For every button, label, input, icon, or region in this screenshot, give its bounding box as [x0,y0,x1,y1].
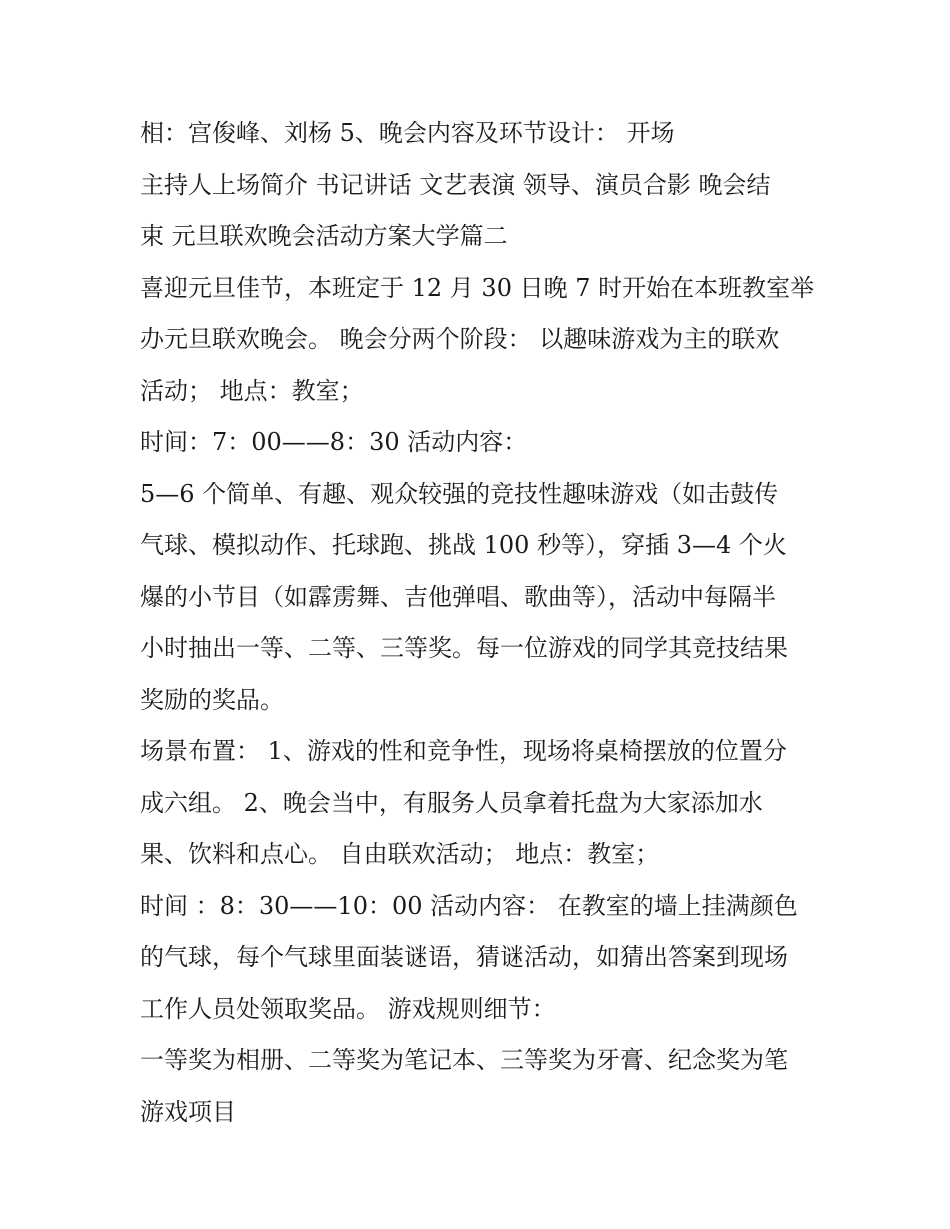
text-line: 5—6 个简单、有趣、观众较强的竞技性趣味游戏（如击鼓传 [140,479,779,508]
text-line: 成六组。 2、晚会当中，有服务人员拿着托盘为大家添加水 [140,788,763,817]
text-line: 工作人员处领取奖品。 游戏规则细节： [140,994,556,1023]
text-line: 办元旦联欢晚会。 晚会分两个阶段： 以趣味游戏为主的联欢 [140,325,780,353]
text-line: 时间 ：8：30——10：00 活动内容： 在教室的墙上挂满颜色 [140,891,798,920]
text-line: 主持人上场简介 书记讲话 文艺表演 领导、演员合影 晚会结 [140,170,771,199]
text-line: 小时抽出一等、二等、三等奖。每一位游戏的同学其竞技结果 [140,634,788,662]
text-line: 爆的小节目（如霹雳舞、吉他弹唱、歌曲等），活动中每隔半 [140,582,776,611]
text-line: 一等奖为相册、二等奖为笔记本、三等奖为牙膏、纪念奖为笔 [140,1046,788,1074]
text-line: 喜迎元旦佳节，本班定于 12 月 30 日晚 7 时开始在本班教室举 [140,273,815,302]
text-line: 场景布置： 1、游戏的性和竞争性，现场将桌椅摆放的位置分 [140,737,787,765]
text-line: 气球、模拟动作、托球跑、挑战 100 秒等），穿插 3—4 个火 [140,531,787,559]
text-line: 活动； 地点：教室； [140,376,364,405]
text-line: 果、饮料和点心。 自由联欢活动； 地点：教室； [140,840,660,868]
document-body [140,108,840,1138]
text-line: 时间：7：00——8：30 活动内容： [140,428,528,456]
text-line: 的气球，每个气球里面装谜语，猜谜活动，如猜出答案到现场 [140,943,788,971]
text-line: 束 元旦联欢晚会活动方案大学篇二 [140,222,508,250]
text-line: 游戏项目 [140,1097,236,1126]
text-line: 相：宫俊峰、刘杨 5、晚会内容及环节设计： 开场 [140,119,675,147]
text-line: 奖励的奖品。 [140,685,284,714]
